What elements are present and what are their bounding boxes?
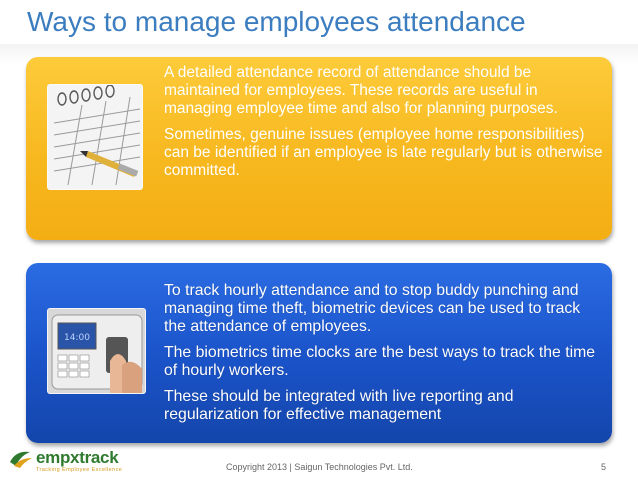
card-paragraph: To track hourly attendance and to stop buddy punching and managing time theft, biometric devices can be used to track the attendance of employees. xyxy=(164,282,581,335)
card-paragraph: These should be integrated with live reporting and regularization for effective management xyxy=(164,388,514,423)
logo-tagline: Tracking Employee Excellence xyxy=(36,467,123,473)
attendance-record-text xyxy=(164,64,604,188)
empxtrack-logo xyxy=(8,448,128,476)
biometric-text xyxy=(164,282,604,432)
page-number: 5 xyxy=(601,462,607,472)
copyright-text: Copyright 2013 | Saigun Technologies Pvt. Ltd. xyxy=(226,462,413,472)
attendance-register-icon xyxy=(48,85,142,189)
slide-title: Ways to manage employees attendance xyxy=(27,6,526,37)
biometric-device-icon xyxy=(48,309,145,393)
biometric-device-photo xyxy=(47,308,146,394)
attendance-record-card xyxy=(26,57,612,240)
card-paragraph: Sometimes, genuine issues (employee home responsibilities) can be identified if an employee is late regularly but is otherwise committed. xyxy=(164,126,603,179)
attendance-register-photo xyxy=(47,84,143,190)
logo-icon xyxy=(8,448,34,470)
card-paragraph: A detailed attendance record of attendance should be maintained for employees. These records are useful in managing employee time and also for planning purposes. xyxy=(164,64,558,117)
device-display-text: 14:00 xyxy=(64,333,90,343)
biometric-card xyxy=(26,263,612,443)
logo-text: empxtrack xyxy=(36,448,119,467)
card-paragraph: The biometrics time clocks are the best ways to track the time of hourly workers. xyxy=(164,344,596,379)
